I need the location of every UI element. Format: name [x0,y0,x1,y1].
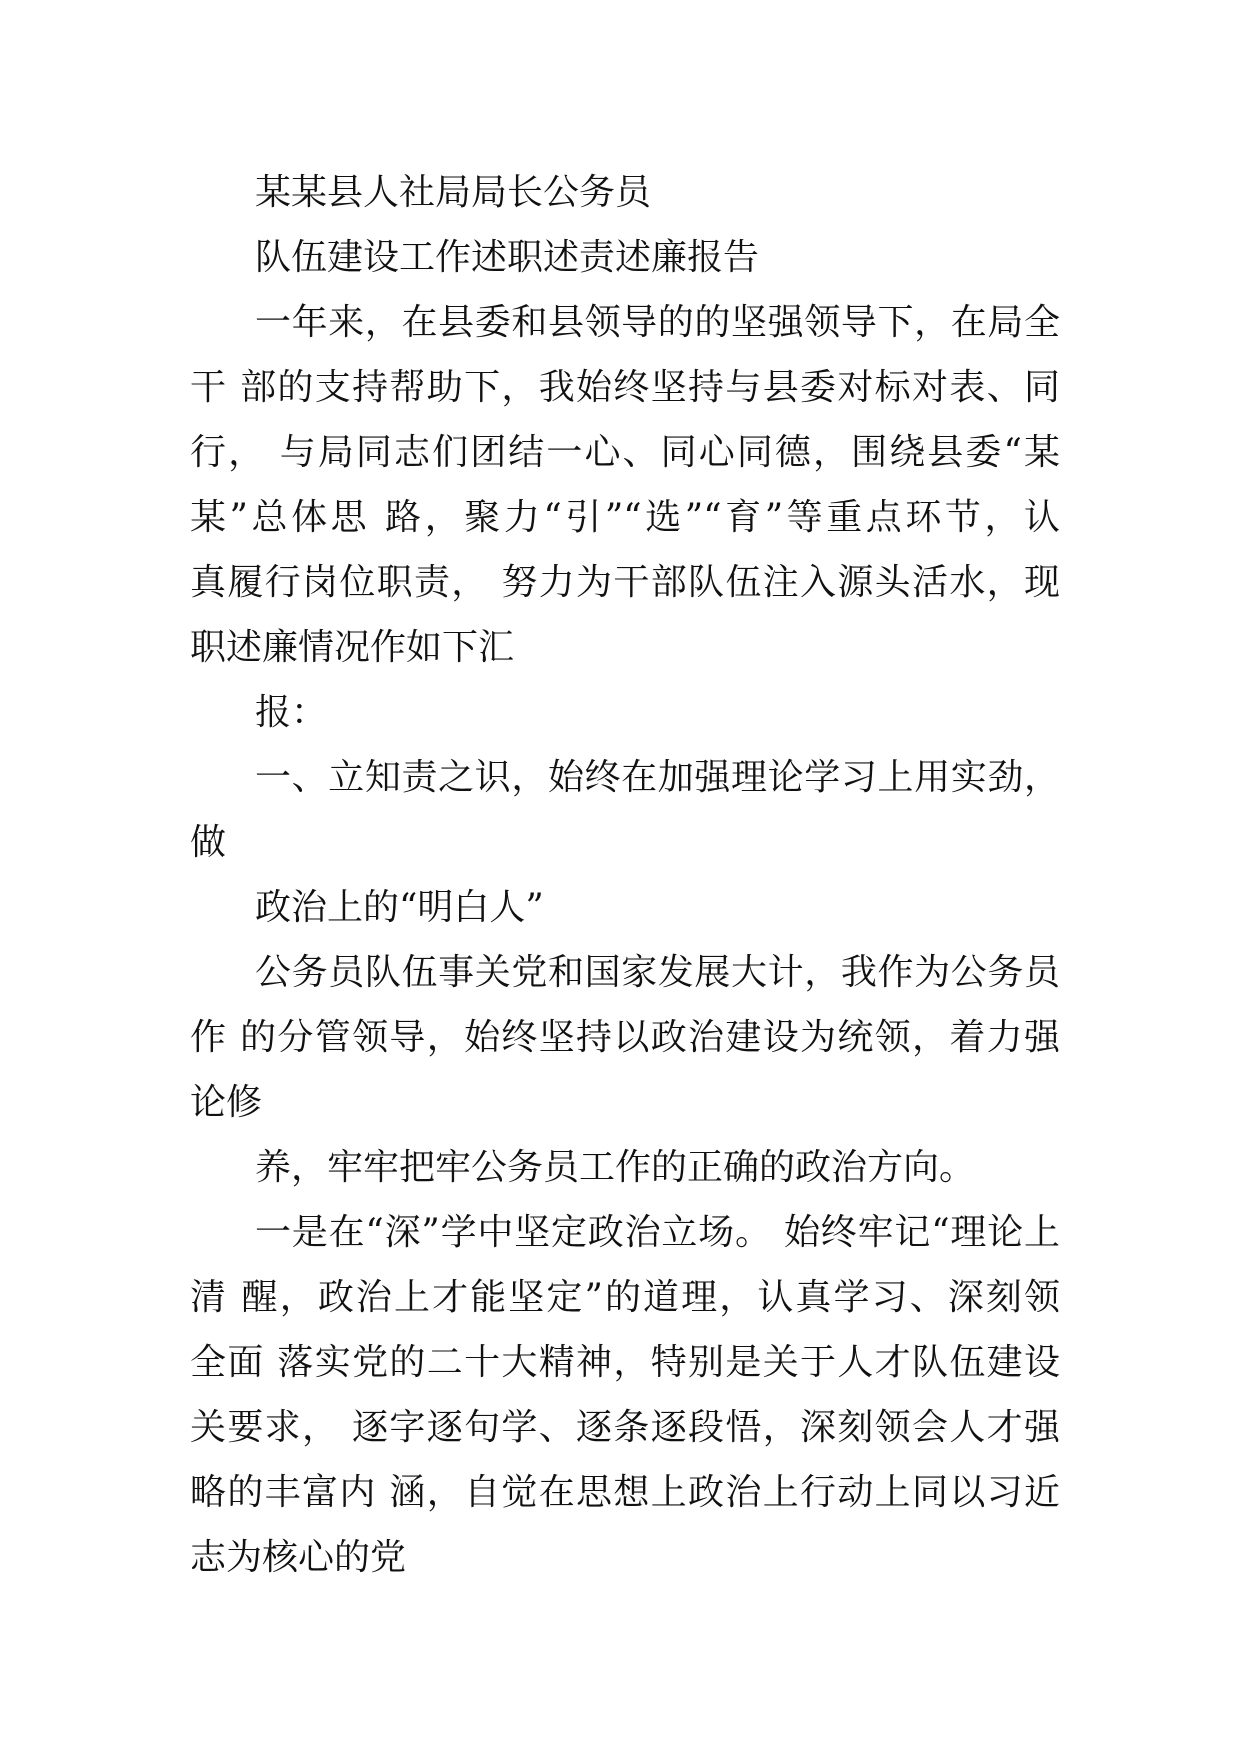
paragraph-line: 清 醒，政治上才能坚定”的道理，认真学习、深刻领 [190,1277,1060,1318]
paragraph-line: 全面 落实党的二十大精神，特别是关于人才队伍建设 [190,1342,1060,1383]
paragraph-line: 养，牢牢把牢公务员工作的正确的政治方向。 [255,1147,976,1188]
title-line-1: 某某县人社局局长公务员 [255,172,652,213]
paragraph-line: 某”总体思 路，聚力“引”“选”“育”等重点环节，认 [190,497,1060,538]
document-body [190,160,1060,1590]
paragraph-line: 关要求， 逐字逐句学、逐条逐段悟，深刻领会人才强 [190,1407,1060,1448]
section-heading-line: 一、立知责之识，始终在加强理论学习上用实劲， [255,757,1060,798]
title-line-2: 队伍建设工作述职述责述廉报告 [255,237,760,278]
paragraph-line: 报： [255,692,328,733]
paragraph-line: 论修 [190,1082,263,1123]
paragraph-line: 志为核心的党 [190,1537,407,1578]
paragraph-line: 职述廉情况作如下汇 [190,627,515,668]
paragraph-line: 略的丰富内 涵，自觉在思想上政治上行动上同以习近 [190,1472,1060,1513]
paragraph-line: 一是在“深”学中坚定政治立场。 始终牢记“理论上 [255,1212,1060,1253]
section-heading-line: 政治上的“明白人” [255,887,544,928]
paragraph-line: 干 部的支持帮助下，我始终坚持与县委对标对表、同 [190,367,1060,408]
paragraph-line: 一年来，在县委和县领导的的坚强领导下，在局全 [255,302,1060,343]
paragraph-line: 公务员队伍事关党和国家发展大计，我作为公务员 [255,952,1060,993]
section-heading-line: 做 [190,822,227,863]
paragraph-line: 作 的分管领导，始终坚持以政治建设为统领，着力强 [190,1017,1060,1058]
paragraph-line: 真履行岗位职责， 努力为干部队伍注入源头活水，现 [190,562,1060,603]
paragraph-line: 行， 与局同志们团结一心、同心同德，围绕县委“某 [190,432,1060,473]
